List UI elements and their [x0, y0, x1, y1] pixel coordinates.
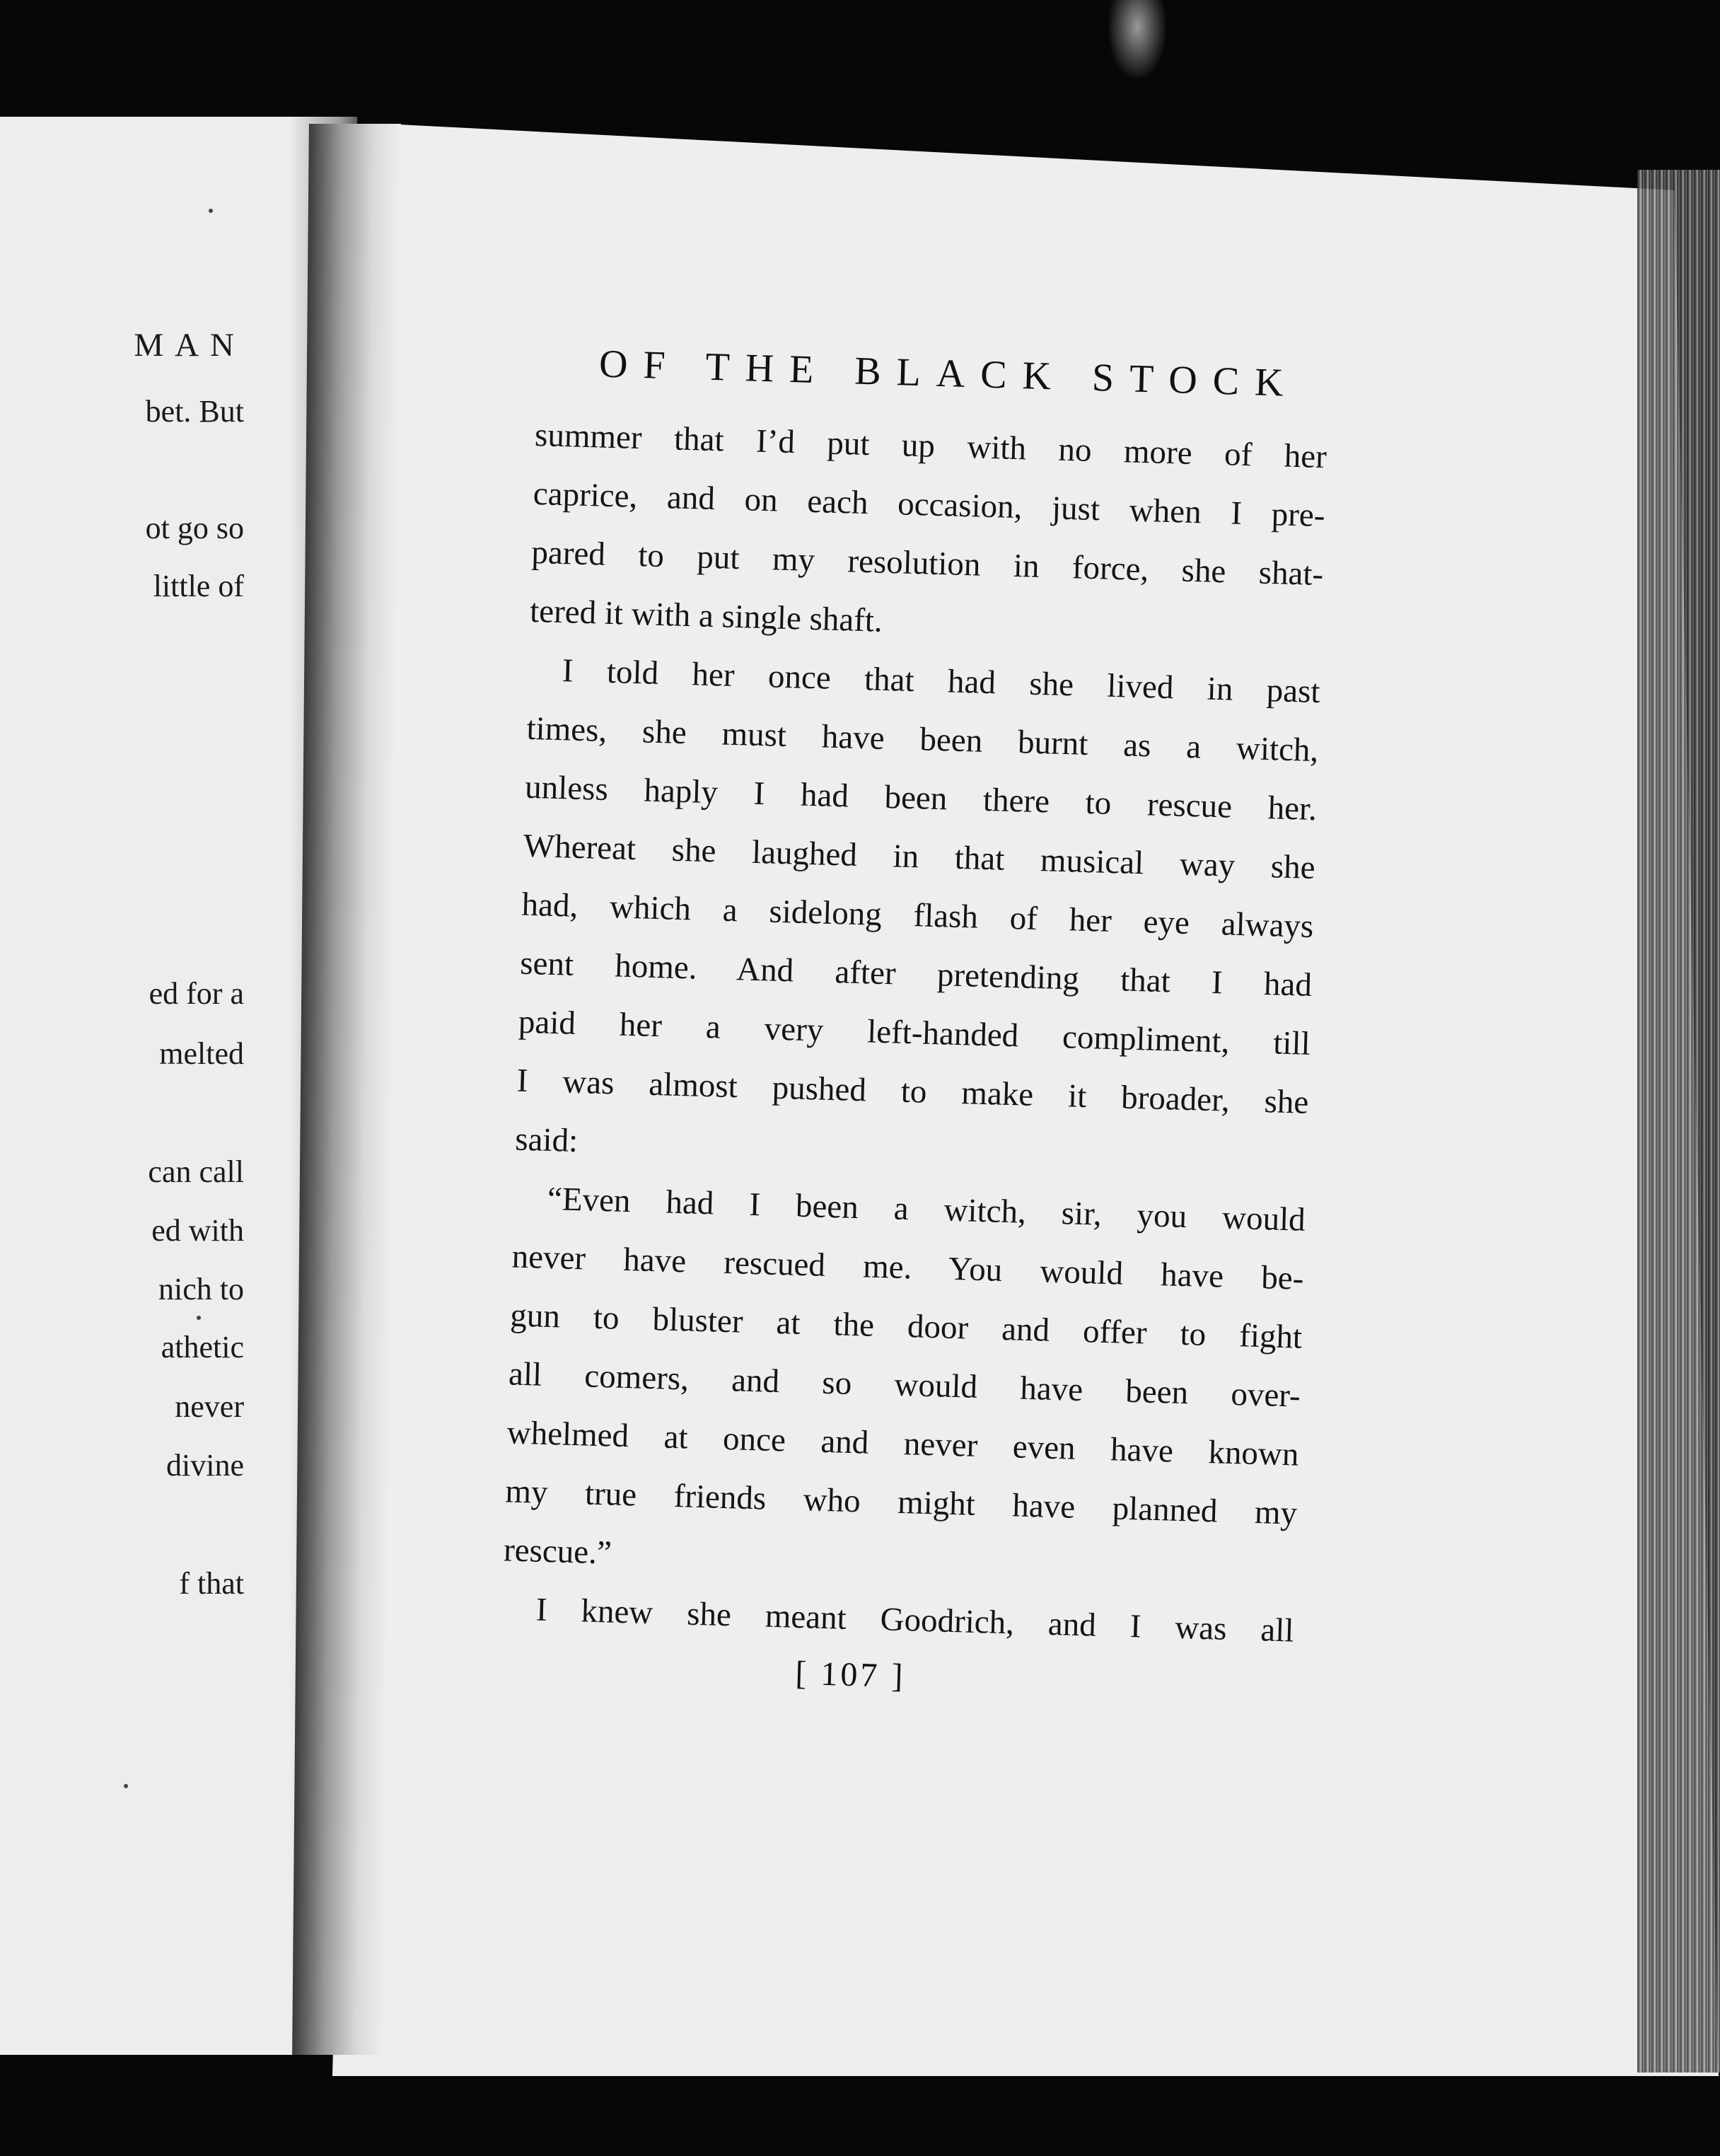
left-running-head: MAN — [134, 327, 245, 364]
left-line: athetic — [161, 1330, 244, 1364]
text-block — [500, 340, 1330, 1707]
left-line: nich to — [158, 1272, 244, 1306]
text-line: times, she must have been burnt as a witch, — [525, 709, 1319, 770]
left-line: bet. But — [145, 394, 244, 429]
text-line: rescue.” — [503, 1531, 612, 1572]
text-line: my true friends who might have planned my — [504, 1473, 1298, 1532]
paragraph — [529, 406, 1327, 663]
left-line: divine — [166, 1448, 244, 1483]
page-number: [ 107 ] — [794, 1654, 907, 1696]
text-line: I knew she meant Goodrich, and I was all — [535, 1591, 1295, 1650]
text-line: had, which a sidelong flash of her eye always — [521, 886, 1314, 945]
left-line: never — [175, 1389, 244, 1424]
page-edge — [1637, 170, 1720, 2073]
left-line: can call — [148, 1154, 244, 1189]
text-line: pared to put my resolution in force, she shat- — [530, 533, 1324, 593]
text-line: paid her a very left-handed compliment, till — [518, 1003, 1311, 1062]
running-head: OF THE BLACK STOCK — [598, 342, 1300, 406]
left-line: melted — [159, 1036, 244, 1071]
text-line: never have rescued me. You would have be- — [511, 1238, 1305, 1297]
scan-glare — [1109, 0, 1166, 78]
text-line: summer that I’d put up with no more of her — [534, 416, 1327, 476]
text-line: “Even had I been a witch, sir, you would — [547, 1180, 1306, 1239]
text-line: caprice, and on each occasion, just when I pre- — [533, 475, 1326, 535]
paragraph — [503, 1169, 1306, 1602]
text-line: sent home. And after pretending that I had — [519, 944, 1313, 1004]
left-line: ed with — [151, 1213, 244, 1248]
text-line: tered it with a single shaft. — [529, 592, 883, 639]
left-line: ot go so — [145, 511, 244, 545]
dust-speck — [124, 1784, 128, 1788]
dust-speck — [197, 1316, 201, 1320]
paragraph — [514, 641, 1320, 1191]
left-line: little of — [153, 569, 244, 603]
text-line: unless haply I had been there to rescue her. — [524, 768, 1318, 828]
text-line: Whereat she laughed in that musical way she — [523, 827, 1316, 886]
text-line: whelmed at once and never even have known — [506, 1414, 1300, 1473]
text-line: I was almost pushed to make it broader, she — [516, 1062, 1310, 1121]
text-line: I told her once that had she lived in past — [562, 652, 1321, 711]
text-line: gun to bluster at the door and offer to fight — [509, 1297, 1303, 1356]
book-gutter — [292, 124, 401, 2055]
dust-speck — [209, 209, 213, 213]
text-line: said: — [514, 1120, 579, 1160]
text-line: all comers, and so would have been over- — [508, 1355, 1301, 1415]
left-line: ed for a — [149, 976, 244, 1011]
left-line: f that — [179, 1566, 244, 1601]
